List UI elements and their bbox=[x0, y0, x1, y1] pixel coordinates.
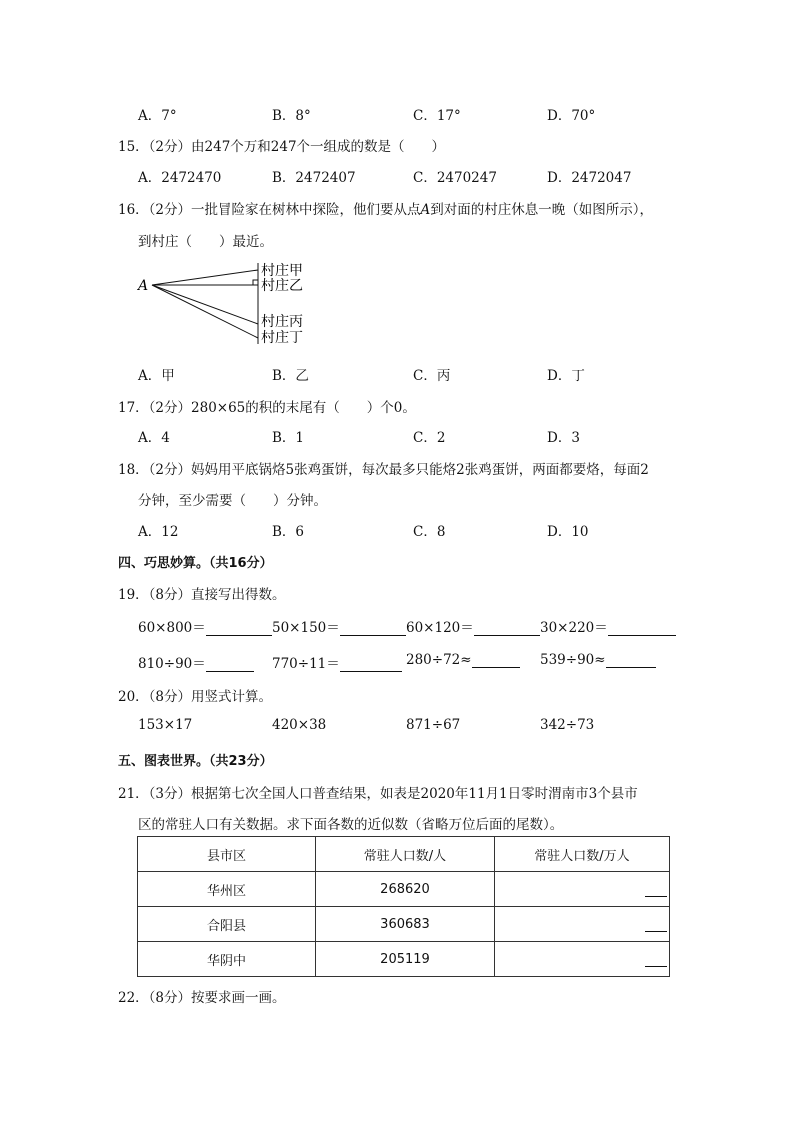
q16-stem-line2: 到村庄（ ）最近。 bbox=[138, 234, 273, 250]
q20-item-2: 420×38 bbox=[272, 717, 327, 733]
q14-option-a[interactable]: A．7° bbox=[138, 108, 177, 124]
q18-stem-line2: 分钟，至少需要（ ）分钟。 bbox=[138, 493, 327, 509]
q18-option-c[interactable]: C．8 bbox=[413, 524, 446, 540]
q19-item-7 bbox=[406, 652, 520, 668]
q14-option-b[interactable]: B．8° bbox=[272, 108, 311, 124]
q19-item-1 bbox=[138, 616, 272, 636]
q19-expr: 30×220＝ bbox=[540, 620, 608, 636]
answer-cell[interactable] bbox=[495, 907, 670, 942]
q18-option-b[interactable]: B．6 bbox=[272, 524, 305, 540]
q20-item-4: 342÷73 bbox=[540, 717, 595, 733]
q18-option-d[interactable]: D．10 bbox=[547, 524, 589, 540]
header-population: 常驻人口数/人 bbox=[316, 837, 495, 872]
q16-option-c[interactable]: C．丙 bbox=[413, 368, 451, 384]
q19-expr: 60×800＝ bbox=[138, 620, 206, 636]
answer-blank[interactable] bbox=[206, 657, 254, 672]
q15-option-a[interactable]: A．2472470 bbox=[138, 170, 222, 186]
q19-expr: 770÷11＝ bbox=[272, 656, 340, 672]
q14-option-c[interactable]: C．17° bbox=[413, 108, 461, 124]
q19-expr: 50×150＝ bbox=[272, 620, 340, 636]
q19-item-2 bbox=[272, 616, 406, 636]
figure-point-a: A bbox=[138, 278, 149, 294]
population-cell: 205119 bbox=[316, 942, 495, 977]
header-district: 县市区 bbox=[138, 837, 316, 872]
district-cell: 华阴中 bbox=[138, 942, 316, 977]
village-yi-label: 村庄乙 bbox=[261, 278, 303, 294]
line-to-jia bbox=[152, 270, 258, 285]
q15-option-d[interactable]: D．2472047 bbox=[547, 170, 632, 186]
section5-title: 五、图表世界。（共23分） bbox=[118, 754, 273, 769]
answer-cell[interactable] bbox=[495, 872, 670, 907]
q19-expr: 810÷90＝ bbox=[138, 656, 206, 672]
q20-stem: 20．（8分）用竖式计算。 bbox=[118, 689, 273, 705]
q19-stem: 19．（8分）直接写出得数。 bbox=[118, 587, 286, 603]
section4-title: 四、巧思妙算。（共16分） bbox=[118, 556, 273, 571]
q22-stem: 22．（8分）按要求画一画。 bbox=[118, 990, 286, 1006]
table-row bbox=[138, 872, 670, 907]
q16-figure bbox=[130, 258, 330, 348]
q16-stem-line1 bbox=[118, 198, 653, 218]
q18-stem-line1: 18．（2分）妈妈用平底锅烙5张鸡蛋饼，每次最多只能烙2张鸡蛋饼，两面都要烙，每面2 bbox=[118, 462, 649, 478]
q19-item-3 bbox=[406, 616, 540, 636]
answer-blank[interactable] bbox=[206, 621, 272, 636]
answer-blank[interactable] bbox=[340, 621, 406, 636]
q14-option-d[interactable]: D．70° bbox=[547, 108, 596, 124]
q17-option-d[interactable]: D．3 bbox=[547, 430, 580, 446]
right-angle-mark bbox=[253, 280, 258, 285]
q19-item-8 bbox=[540, 652, 656, 668]
q16-stem-start: 16．（2分）一批冒险家在树林中探险，他们要从点 bbox=[118, 202, 421, 218]
q16-option-d[interactable]: D．丁 bbox=[547, 368, 585, 384]
q19-item-4 bbox=[540, 616, 676, 636]
answer-blank[interactable] bbox=[645, 919, 667, 932]
q19-expr: 60×120＝ bbox=[406, 620, 474, 636]
q17-option-c[interactable]: C．2 bbox=[413, 430, 446, 446]
table-header-row bbox=[138, 837, 670, 872]
line-to-bing bbox=[152, 285, 258, 324]
q17-stem: 17．（2分）280×65的积的末尾有（ ）个0。 bbox=[118, 400, 416, 416]
answer-blank[interactable] bbox=[608, 621, 676, 636]
q16-point-label: A bbox=[420, 202, 431, 218]
table-row bbox=[138, 942, 670, 977]
q16-stem-end: 到对面的村庄休息一晚（如图所示）， bbox=[430, 202, 654, 218]
q16-option-b[interactable]: B．乙 bbox=[272, 368, 309, 384]
answer-blank[interactable] bbox=[474, 621, 540, 636]
population-table bbox=[137, 836, 670, 977]
q20-item-1: 153×17 bbox=[138, 717, 193, 733]
q15-option-b[interactable]: B．2472407 bbox=[272, 170, 356, 186]
village-jia-label: 村庄甲 bbox=[261, 263, 303, 279]
q17-option-a[interactable]: A．4 bbox=[138, 430, 170, 446]
q21-stem-line1: 21．（3分）根据第七次全国人口普查结果，如表是2020年11月1日零时渭南市3个县市 bbox=[118, 786, 638, 802]
q20-item-3: 871÷67 bbox=[406, 717, 461, 733]
answer-blank[interactable] bbox=[340, 657, 402, 672]
district-cell: 华州区 bbox=[138, 872, 316, 907]
answer-blank[interactable] bbox=[645, 954, 667, 967]
answer-blank[interactable] bbox=[606, 653, 656, 668]
q18-option-a[interactable]: A．12 bbox=[138, 524, 179, 540]
q19-item-5 bbox=[138, 652, 254, 672]
line-to-ding bbox=[152, 285, 258, 338]
q19-expr: 280÷72≈ bbox=[406, 652, 472, 668]
answer-cell[interactable] bbox=[495, 942, 670, 977]
q17-option-b[interactable]: B．1 bbox=[272, 430, 305, 446]
population-cell: 360683 bbox=[316, 907, 495, 942]
q15-option-c[interactable]: C．2470247 bbox=[413, 170, 497, 186]
answer-blank[interactable] bbox=[472, 653, 520, 668]
answer-blank[interactable] bbox=[645, 884, 667, 897]
q19-expr: 539÷90≈ bbox=[540, 652, 606, 668]
population-cell: 268620 bbox=[316, 872, 495, 907]
header-population-wan: 常驻人口数/万人 bbox=[495, 837, 670, 872]
q19-item-6 bbox=[272, 652, 402, 672]
district-cell: 合阳县 bbox=[138, 907, 316, 942]
q21-stem-line2: 区的常驻人口有关数据。求下面各数的近似数（省略万位后面的尾数）。 bbox=[138, 817, 564, 833]
table-row bbox=[138, 907, 670, 942]
village-ding-label: 村庄丁 bbox=[261, 330, 303, 346]
village-bing-label: 村庄丙 bbox=[261, 314, 303, 330]
q16-option-a[interactable]: A．甲 bbox=[138, 368, 175, 384]
q15-stem: 15．（2分）由247个万和247个一组成的数是（ ） bbox=[118, 139, 446, 155]
